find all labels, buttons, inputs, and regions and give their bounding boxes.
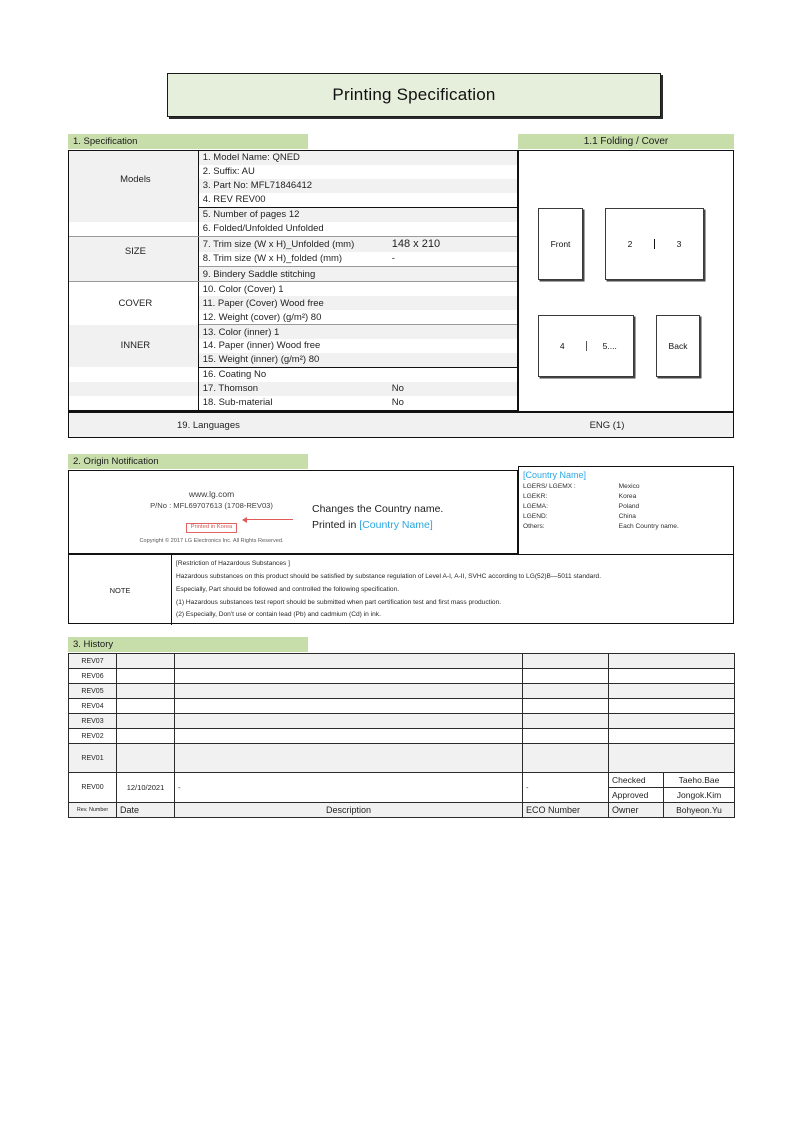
table-row bbox=[69, 282, 517, 297]
spec-group-models: Models bbox=[69, 151, 198, 207]
section-header-origin-label: 2. Origin Notification bbox=[73, 456, 159, 467]
spec-label: 5. Number of pages 12 bbox=[198, 207, 388, 222]
note-line: (2) Especially, Don't use or contain lead (Pb) and cadmium (Cd) in ink. bbox=[176, 611, 381, 619]
section-header-history bbox=[68, 637, 308, 652]
spec-label: 11. Paper (Cover) Wood free bbox=[198, 296, 388, 310]
table-row bbox=[69, 266, 517, 281]
section-header-origin-notification bbox=[68, 454, 308, 469]
instruction-line-1: Changes the Country name. bbox=[312, 503, 444, 515]
table-row bbox=[69, 555, 733, 625]
note-line: (1) Hazardous substances test report should be submitted when part certification test and first mass production. bbox=[176, 598, 502, 606]
table-row bbox=[523, 511, 731, 521]
spec-group-blank-2 bbox=[69, 222, 198, 237]
table-row bbox=[69, 396, 517, 411]
folding-page-back-label: Back bbox=[668, 341, 688, 351]
spec-group-blank-4 bbox=[69, 367, 198, 382]
table-row bbox=[69, 654, 735, 669]
history-footer-eco-number: ECO Number bbox=[523, 803, 609, 818]
folding-page-3 bbox=[655, 239, 703, 249]
folding-page-5-label: 5.... bbox=[602, 341, 617, 351]
history-description bbox=[175, 669, 523, 684]
spec-label: 1. Model Name: QNED bbox=[198, 151, 388, 165]
spec-group-size: SIZE bbox=[69, 236, 198, 266]
country-legend-inner bbox=[523, 470, 731, 531]
country-value: Each Country name. bbox=[618, 522, 679, 530]
languages-value: ENG (1) bbox=[477, 413, 733, 437]
origin-artwork-block bbox=[68, 470, 518, 554]
table-row bbox=[69, 236, 517, 252]
instruction-prefix: Printed in bbox=[312, 519, 360, 532]
section-header-folding-cover-label: 1.1 Folding / Cover bbox=[583, 136, 669, 147]
folding-spread-2-3 bbox=[605, 208, 704, 280]
history-rev00: REV00 bbox=[69, 773, 117, 803]
spec-label: 3. Part No: MFL71846412 bbox=[198, 179, 388, 193]
history-eco bbox=[523, 714, 609, 729]
section-header-folding-cover bbox=[518, 134, 734, 149]
history-footer-description: Description bbox=[175, 803, 523, 818]
spec-label: 8. Trim size (W x H)_folded (mm) bbox=[198, 252, 388, 267]
history-date bbox=[117, 744, 175, 773]
note-line: [Restriction of Hazardous Substances ] bbox=[176, 560, 290, 567]
spec-label: 17. Thomson bbox=[198, 382, 388, 396]
spec-group-blank-1 bbox=[69, 207, 198, 222]
country-change-instruction bbox=[312, 501, 443, 534]
history-rev: REV07 bbox=[69, 654, 117, 669]
document-title-box bbox=[167, 73, 661, 117]
spec-group-blank-3 bbox=[69, 266, 198, 281]
spec-label: 10. Color (Cover) 1 bbox=[202, 283, 284, 295]
spec-group-inner: INNER bbox=[69, 325, 198, 368]
country-value: Korea bbox=[618, 493, 637, 501]
table-row bbox=[523, 482, 731, 492]
table-row bbox=[69, 714, 735, 729]
folding-page-4 bbox=[539, 341, 587, 351]
table-row bbox=[523, 521, 731, 531]
languages-table bbox=[69, 413, 733, 437]
section-header-specification bbox=[68, 134, 308, 149]
spec-value bbox=[388, 165, 517, 179]
history-rev00-date: 12/10/2021 bbox=[117, 773, 175, 803]
table-row bbox=[69, 684, 735, 699]
history-description bbox=[175, 744, 523, 773]
artwork-printed-in-korea: Printed in Korea bbox=[186, 523, 238, 533]
country-value: Mexico bbox=[618, 483, 640, 491]
history-approved-name: Jongok.Kim bbox=[664, 788, 735, 803]
note-block bbox=[68, 554, 734, 624]
history-rev: REV05 bbox=[69, 684, 117, 699]
spec-value: No bbox=[388, 396, 517, 411]
artwork-copyright: Copyright © 2017 LG Electronics Inc. All Rights Reserved. bbox=[139, 537, 284, 544]
history-rev: REV01 bbox=[69, 744, 117, 773]
specification-table bbox=[68, 150, 518, 412]
history-eco bbox=[523, 684, 609, 699]
languages-row bbox=[68, 412, 734, 438]
note-body bbox=[172, 555, 734, 625]
country-key: LGEND: bbox=[523, 512, 548, 520]
spec-value bbox=[388, 266, 517, 281]
history-checked-label: Checked bbox=[609, 773, 664, 788]
spec-label: 12. Weight (cover) (g/m²) 80 bbox=[198, 310, 388, 325]
spec-value bbox=[388, 151, 517, 165]
history-rev00-eco: - bbox=[523, 773, 609, 803]
table-row bbox=[69, 151, 517, 165]
spec-value bbox=[388, 222, 517, 237]
history-description bbox=[175, 729, 523, 744]
country-value: China bbox=[618, 512, 636, 520]
spec-value: - bbox=[388, 252, 517, 267]
spec-value: 148 x 210 bbox=[388, 236, 517, 252]
table-row bbox=[69, 367, 517, 382]
spec-value bbox=[388, 296, 517, 310]
history-description bbox=[175, 654, 523, 669]
instruction-line-2 bbox=[312, 517, 443, 533]
history-approved-label: Approved bbox=[609, 788, 664, 803]
history-rev00-description: - bbox=[175, 773, 523, 803]
history-footer-date: Date bbox=[117, 803, 175, 818]
history-checked-name: Taeho.Bae bbox=[664, 773, 735, 788]
spec-rows bbox=[69, 151, 517, 411]
spec-label: 15. Weight (inner) (g/m²) 80 bbox=[198, 353, 388, 368]
artwork-website: www.lg.com bbox=[188, 489, 235, 499]
history-date bbox=[117, 684, 175, 699]
history-eco bbox=[523, 744, 609, 773]
country-legend-table bbox=[523, 482, 731, 531]
country-key: Others: bbox=[523, 522, 545, 530]
spec-value bbox=[388, 353, 517, 368]
history-table-wrap bbox=[68, 653, 734, 818]
folding-page-4-label: 4 bbox=[559, 341, 565, 351]
history-eco bbox=[523, 699, 609, 714]
table-footer-row bbox=[69, 803, 735, 818]
history-eco bbox=[523, 729, 609, 744]
spec-group-blank-6 bbox=[69, 396, 198, 411]
spec-value: No bbox=[388, 382, 517, 396]
table-row bbox=[69, 699, 735, 714]
spec-label: 13. Color (inner) 1 bbox=[198, 325, 388, 340]
country-key: LGEKR: bbox=[523, 493, 548, 501]
history-rev: REV06 bbox=[69, 669, 117, 684]
spec-value bbox=[388, 310, 517, 325]
table-row bbox=[523, 502, 731, 512]
spec-label: 16. Coating No bbox=[202, 369, 267, 381]
history-date bbox=[117, 669, 175, 684]
history-owner-cell bbox=[609, 699, 735, 714]
spec-value bbox=[388, 339, 517, 353]
history-owner-cell bbox=[609, 669, 735, 684]
artwork-part-number: P/No : MFL69707613 (1708-REV03) bbox=[150, 501, 273, 511]
table-row bbox=[523, 492, 731, 502]
spec-value bbox=[388, 367, 517, 382]
history-rev: REV02 bbox=[69, 729, 117, 744]
country-key: LGERS/ LGEMX : bbox=[523, 483, 576, 491]
country-name-legend bbox=[518, 466, 734, 566]
spec-value bbox=[388, 282, 517, 297]
folding-page-front bbox=[538, 208, 583, 280]
history-date bbox=[117, 714, 175, 729]
history-date bbox=[117, 729, 175, 744]
history-owner-cell bbox=[609, 654, 735, 669]
table-row bbox=[69, 669, 735, 684]
note-line: Especially, Part should be followed and controlled the following specification. bbox=[176, 585, 400, 593]
folding-spread-4-5 bbox=[538, 315, 634, 377]
history-description bbox=[175, 714, 523, 729]
table-row bbox=[69, 729, 735, 744]
country-key: LGEMA: bbox=[523, 502, 548, 510]
history-table bbox=[68, 653, 735, 818]
folding-page-2 bbox=[606, 239, 655, 249]
history-owner-cell bbox=[609, 714, 735, 729]
spec-label: 14. Paper (inner) Wood free bbox=[202, 340, 321, 352]
languages-label: 19. Languages bbox=[173, 413, 477, 437]
spec-value bbox=[388, 193, 517, 208]
table-row bbox=[69, 382, 517, 396]
history-footer-rev-number: Rev. Number bbox=[69, 803, 117, 818]
section-header-history-label: 3. History bbox=[73, 639, 114, 650]
folding-page-front-label: Front bbox=[550, 239, 571, 249]
folding-page-5 bbox=[587, 341, 634, 351]
page-title: Printing Specification bbox=[332, 85, 496, 104]
spec-label: 7. Trim size (W x H)_Unfolded (mm) bbox=[198, 236, 388, 252]
table-row bbox=[69, 325, 517, 340]
note-table bbox=[69, 555, 733, 625]
history-description bbox=[175, 684, 523, 699]
spec-group-cover: COVER bbox=[69, 282, 198, 325]
history-rev: REV04 bbox=[69, 699, 117, 714]
history-rev: REV03 bbox=[69, 714, 117, 729]
spec-label: 2. Suffix: AU bbox=[202, 166, 255, 178]
folding-page-3-label: 3 bbox=[676, 239, 682, 249]
table-row bbox=[69, 744, 735, 773]
country-legend-header: [Country Name] bbox=[523, 470, 587, 480]
history-footer-owner-name: Bohyeon.Yu bbox=[664, 803, 735, 818]
table-row bbox=[69, 222, 517, 237]
country-value: Poland bbox=[618, 502, 640, 510]
note-label: NOTE bbox=[69, 555, 172, 625]
spec-group-blank-5 bbox=[69, 382, 198, 396]
history-owner-cell bbox=[609, 684, 735, 699]
table-row bbox=[69, 413, 733, 437]
spec-label: 4. REV REV00 bbox=[198, 193, 388, 208]
folding-cover-panel bbox=[518, 150, 734, 412]
history-owner-cell bbox=[609, 744, 735, 773]
spec-label: 9. Bindery Saddle stitching bbox=[198, 266, 388, 281]
table-row bbox=[69, 207, 517, 222]
spec-value bbox=[388, 325, 517, 340]
spec-label: 18. Sub-material bbox=[198, 396, 388, 411]
history-date bbox=[117, 699, 175, 714]
history-description bbox=[175, 699, 523, 714]
instruction-country-placeholder: [Country Name] bbox=[359, 519, 433, 532]
spec-value bbox=[388, 207, 517, 222]
note-line: Hazardous substances on this product should be satisfied by substance regulation of Level A-I, A-II, SVHC according to LG(52)B—5011 standard. bbox=[176, 572, 602, 580]
history-date bbox=[117, 654, 175, 669]
table-row-rev00 bbox=[69, 773, 735, 788]
spec-label: 6. Folded/Unfolded Unfolded bbox=[198, 222, 388, 237]
languages-group-blank bbox=[69, 413, 173, 437]
history-eco bbox=[523, 669, 609, 684]
spec-value bbox=[388, 179, 517, 193]
history-footer-owner: Owner bbox=[609, 803, 664, 818]
folding-page-2-label: 2 bbox=[627, 239, 633, 249]
history-owner-cell bbox=[609, 729, 735, 744]
section-header-specification-label: 1. Specification bbox=[73, 136, 138, 147]
callout-arrow-icon bbox=[243, 519, 293, 520]
folding-diagram bbox=[519, 151, 735, 413]
folding-page-back bbox=[656, 315, 700, 377]
history-eco bbox=[523, 654, 609, 669]
